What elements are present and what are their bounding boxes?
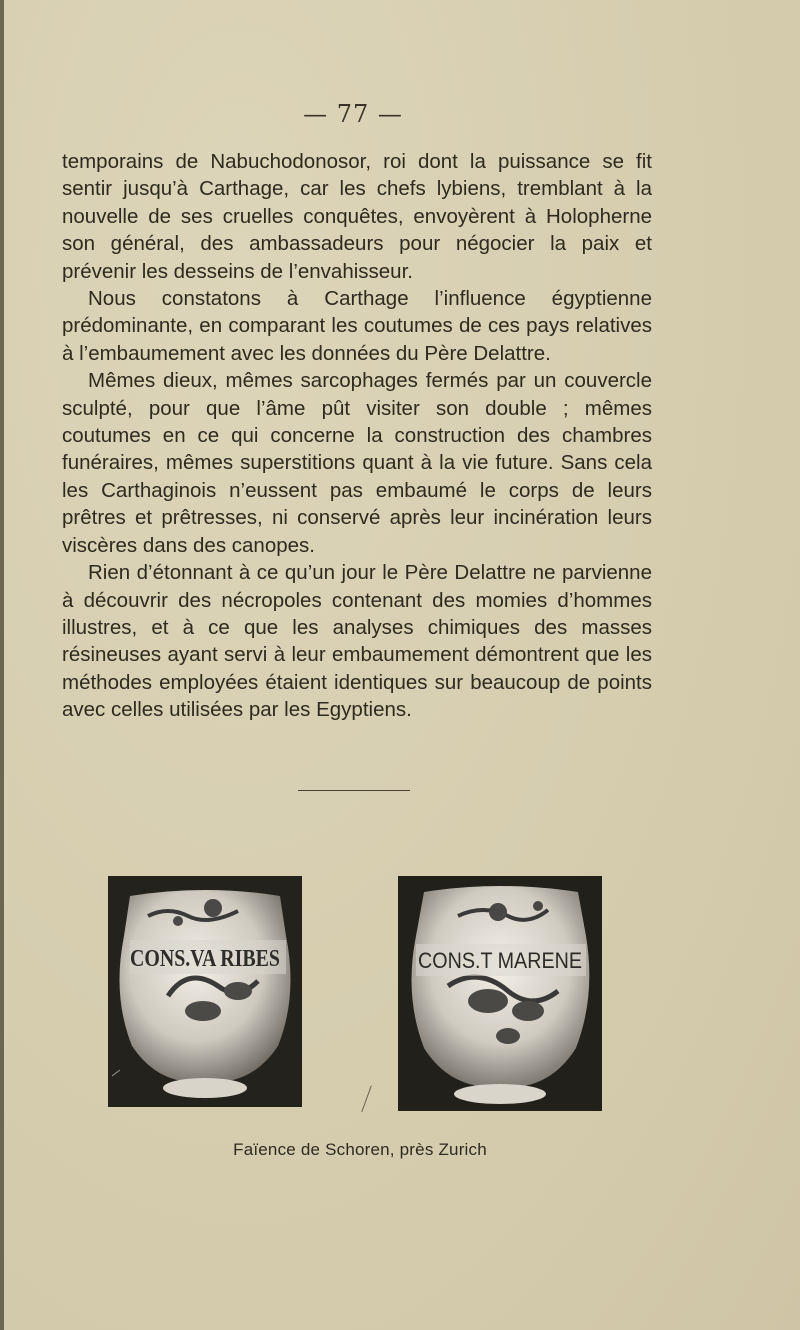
jar-illustration-left xyxy=(108,876,302,1107)
section-divider xyxy=(298,790,410,791)
paragraph-4: Rien d’étonnant à ce qu’un jour le Père Delattre ne parvienne à découvrir des nécropoles contenant des momies d’hommes illustres, et à ce que les analyses chimiques des masses résineuses ayant servi à leur embaumement démontrent que les méthodes employées étaient identiques sur beaucoup de points avec celles utilisées par les Egyptiens. xyxy=(62,561,652,722)
page-number: — 77 — xyxy=(303,100,403,128)
page-binding-edge xyxy=(0,0,4,1330)
left-jar-label: CONS.VA RIBES xyxy=(130,946,280,972)
pharmacy-jar-photo-left xyxy=(108,876,302,1107)
paragraph-3: Mêmes dieux, mêmes sarcophages fermés par un couvercle sculpté, pour que l’âme pût visiter son double ; mêmes coutumes en ce qui concerne la construction des chambres funéraires, mêmes superstitions quant à la vie future. Sans cela les Carthaginois n’eussent pas embaumé le corps de leurs prêtres et prêtresses, ni conservé après leur incinération leurs viscères dans des canopes. xyxy=(62,369,652,557)
jar-illustration-right xyxy=(398,876,602,1111)
right-jar-label: CONS.T MARENE xyxy=(418,948,582,973)
body-text xyxy=(62,148,652,724)
stray-pen-mark xyxy=(361,1086,372,1113)
paragraph-1: temporains de Nabuchodonosor, roi dont la puissance se fit sentir jusqu’à Carthage, car les chefs lybiens, tremblant à la nouvelle de ses cruelles conquêtes, envoyèrent à Holopherne son général, des ambassadeurs pour négocier la paix et prévenir les desseins de l’envahisseur. xyxy=(62,150,652,283)
figure-caption: Faïence de Schoren, près Zurich xyxy=(233,1140,487,1159)
paragraph-2: Nous constatons à Carthage l’influence égyptienne prédominante, en comparant les coutumes de ces pays relatives à l’embaumement avec les données du Père Delattre. xyxy=(62,287,652,365)
pharmacy-jar-photo-right xyxy=(398,876,602,1111)
